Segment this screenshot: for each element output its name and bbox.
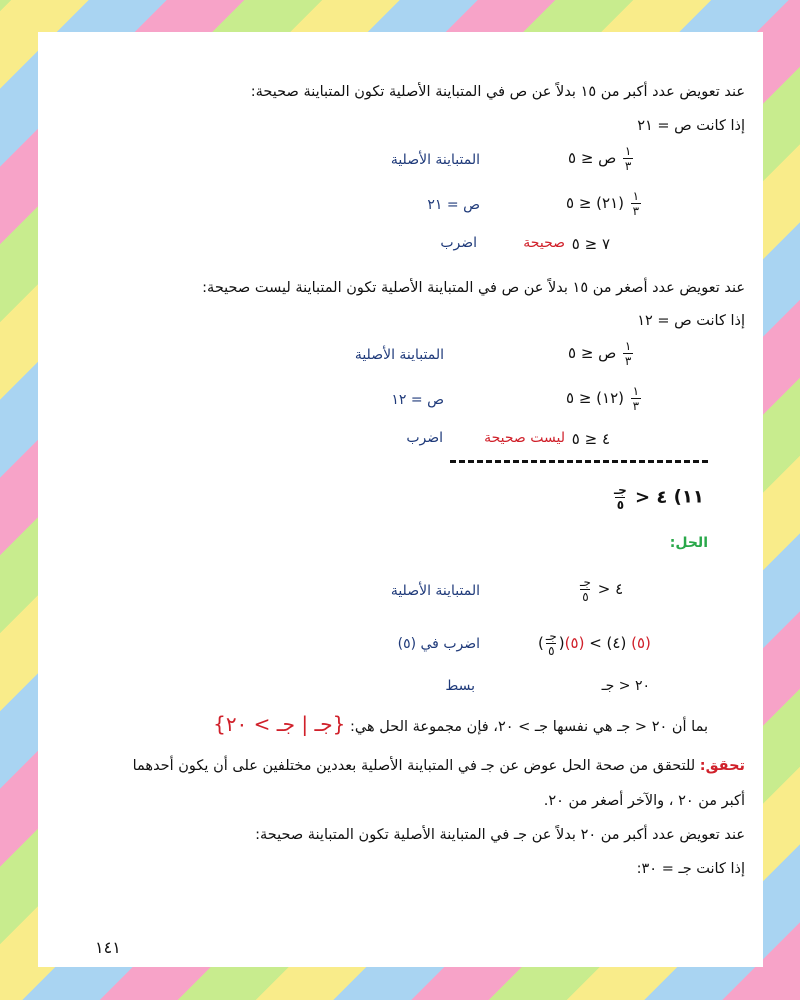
fraction-j-over-5: $\frac{\text{جـ}}{٥}$: [580, 575, 591, 604]
fraction-one-third: $\frac{١}{٣}$: [632, 384, 640, 413]
section1-row3-math: ٧ ≤ ٥: [571, 235, 610, 253]
section2-row2-math-tail: (١٢) ≤ ٥: [566, 389, 625, 407]
solution-row1-lhs: ٤ <: [597, 580, 624, 598]
section1-row3-status: صحيحة: [523, 235, 565, 251]
solution-set: {جـ | جـ > ٢٠}: [213, 712, 346, 736]
solution-row3-math: ٢٠ < جـ: [601, 678, 650, 694]
solution-row2-math: ( $\frac{\text{جـ}}{٥}$ )(٥) < (٤) (٥): [538, 629, 651, 658]
section1-row1-label: المتباينة الأصلية: [390, 152, 480, 168]
fraction-one-third: $\frac{١}{٣}$: [624, 144, 632, 173]
section1-row3-label: اضرب: [440, 235, 477, 251]
check-label: تحقق:: [699, 758, 745, 774]
section1-row1-math-tail: ص ≤ ٥: [568, 149, 617, 167]
fraction-j-over-5: $\frac{\text{جـ}}{٥}$: [614, 483, 627, 512]
check-line2: أكبر من ٢٠ ، والآخر أصغر من ٢٠.: [543, 793, 745, 809]
section2-row2-math: [566, 385, 643, 412]
check-line1: تحقق: للتحقق من صحة الحل عوض عن جـ في المتباينة الأصلية بعددين مختلفين على أن يكون أحدهما: [132, 758, 745, 774]
fraction-j-over-5: $\frac{\text{جـ}}{٥}$: [545, 629, 557, 658]
solution-row2-label: اضرب في (٥): [397, 636, 480, 652]
section2-row2-label: ص = ١٢: [391, 392, 444, 408]
check-line4: إذا كانت جـ = ٣٠:: [636, 861, 745, 877]
solution-row1-label: المتباينة الأصلية: [390, 583, 480, 599]
section2-row3-status: ليست صحيحة: [484, 430, 565, 446]
fraction-one-third: $\frac{١}{٣}$: [624, 339, 632, 368]
section2-row3-label: اضرب: [406, 430, 443, 446]
section2-row1-math: [568, 340, 635, 367]
section2-row1-label: المتباينة الأصلية: [354, 347, 444, 363]
section2-row3-math: ٤ ≤ ٥: [571, 430, 610, 448]
check-line3: عند تعويض عدد أكبر من ٢٠ بدلاً عن جـ في المتباينة الأصلية تكون المتباينة صحيحة:: [255, 827, 745, 843]
fraction-one-third: $\frac{١}{٣}$: [632, 189, 640, 218]
problem-11-number: (١١: [673, 486, 704, 508]
section1-row1-math: [568, 145, 635, 172]
section2-intro: عند تعويض عدد أصغر من ١٥ بدلاً عن ص في المتباينة الأصلية تكون المتباينة ليست صحيحة:: [202, 280, 745, 296]
problem-11: [612, 484, 704, 511]
solution-row3-label: بسط: [445, 678, 475, 694]
section2-if-line: إذا كانت ص = ١٢: [637, 313, 745, 329]
section1-row2-label: ص = ٢١: [427, 197, 480, 213]
problem-11-lhs: ٤ <: [635, 486, 668, 508]
page-number: ١٤١: [95, 938, 121, 957]
solution-conclusion: بما أن ٢٠ < جـ هي نفسها جـ > ٢٠، فإن مجموعة الحل هي: {جـ | جـ > ٢٠}: [213, 712, 708, 736]
section2-row1-math-tail: ص ≤ ٥: [568, 344, 617, 362]
solution-row1-math: [578, 576, 623, 603]
solution-label: الحل:: [669, 535, 708, 551]
section1-if-line: إذا كانت ص = ٢١: [637, 118, 745, 134]
section1-row2-math: [566, 190, 643, 217]
solution-row2-red: (٥): [631, 634, 651, 652]
section-divider: [450, 460, 708, 463]
section1-row2-math-tail: (٢١) ≤ ٥: [566, 194, 625, 212]
section1-intro: عند تعويض عدد أكبر من ١٥ بدلاً عن ص في المتباينة الأصلية تكون المتباينة صحيحة:: [250, 84, 745, 100]
